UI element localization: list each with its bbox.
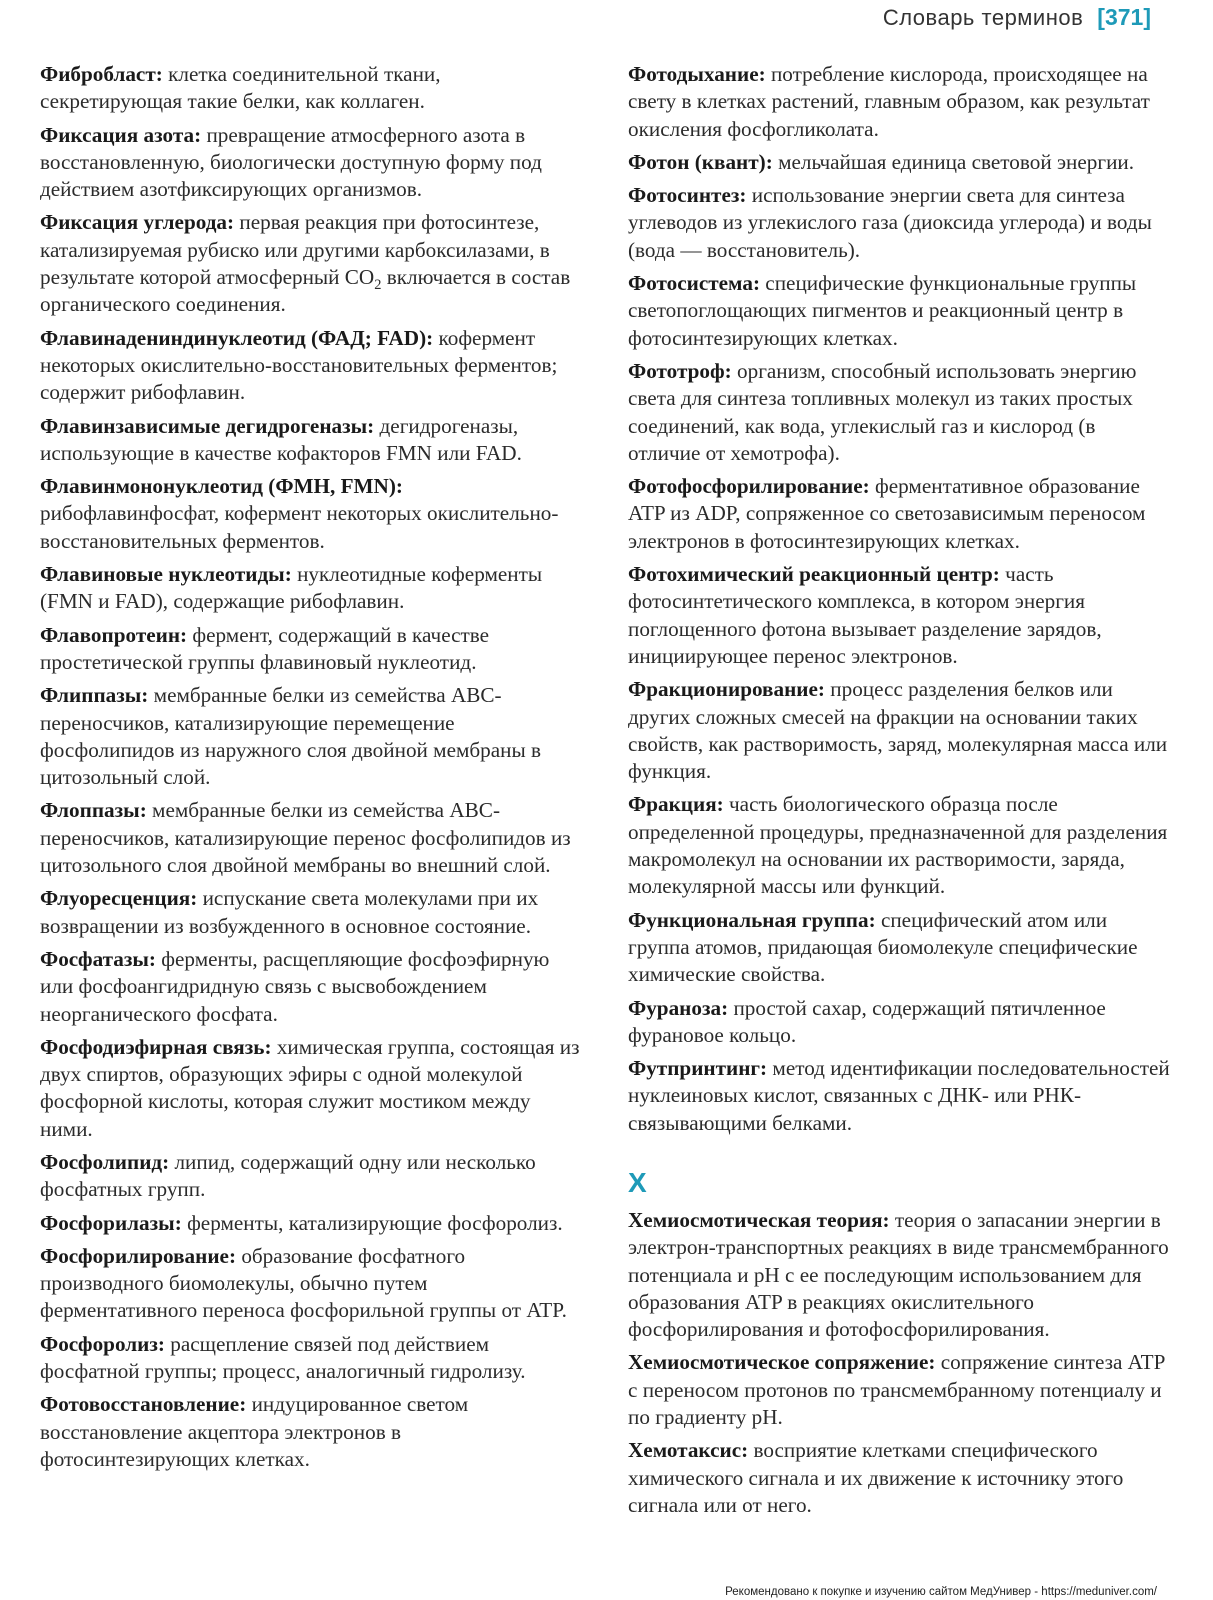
entry-term: Флиппазы: <box>40 683 149 708</box>
glossary-entry <box>628 791 1173 900</box>
glossary-entry <box>40 122 580 204</box>
entry-term: Фиксация углерода: <box>40 210 235 235</box>
section-letter-heading: Х <box>628 1166 647 1198</box>
entry-term: Футпринтинг: <box>628 1056 768 1081</box>
page-number: [371] <box>1097 4 1151 30</box>
entry-definition: первая реакция при фотосинтезе, катализируемая рубиско или другими карбоксилазами, в результате которой атмосферный CO <box>40 210 550 290</box>
right-column <box>628 61 1173 1525</box>
entry-definition: рибофлавинфосфат, кофермент некоторых окислительно-восстановительных ферментов. <box>40 501 559 553</box>
entry-definition: кофермент некоторых окислительно-восстановительных ферментов; содержит рибофлавин. <box>40 325 558 405</box>
glossary-entry <box>628 473 1173 555</box>
glossary-entry <box>40 1331 580 1386</box>
glossary-entry <box>40 473 580 555</box>
glossary-entry <box>628 907 1173 989</box>
entry-term: Фракция: <box>628 792 724 817</box>
entry-term: Фибробласт: <box>40 62 163 86</box>
entry-term: Фотон (квант): <box>628 149 773 174</box>
glossary-entry <box>628 149 1173 176</box>
entry-term: Фосфорилирование: <box>40 1243 237 1268</box>
glossary-entry <box>628 1207 1173 1343</box>
entry-definition: сопряжение синтеза ATP с переносом протонов по трансмембранному потенциалу и по градиенту pH. <box>628 1350 1165 1430</box>
entry-definition: химическая группа, состоящая из двух спиртов, образующих эфиры с одной молекулой фосфорной кислоты, которая служит мостиком между ними. <box>40 1034 580 1141</box>
glossary-entry <box>628 1437 1173 1519</box>
entry-definition: дегидрогеназы, использующие в качестве кофакторов FMN или FAD. <box>40 413 522 465</box>
entry-term: Фураноза: <box>628 995 729 1020</box>
entry-definition: метод идентификации последовательностей нуклеиновых кислот, связанных с ДНК- или РНК-связывающими белками. <box>628 1056 1170 1135</box>
entry-definition: липид, содержащий одну или несколько фосфатных групп. <box>40 1149 536 1202</box>
entry-definition: клетка соединительной ткани, секретирующая такие белки, как коллаген. <box>40 62 441 114</box>
entry-term: Фотофосфорилирование: <box>628 474 870 499</box>
glossary-entry <box>40 209 580 318</box>
footer-note: Рекомендовано к покупке и изучению сайтом МедУнивер - https://meduniver.com/ <box>725 1586 1157 1598</box>
glossary-entry <box>40 1034 580 1143</box>
glossary-entry <box>628 1055 1173 1137</box>
left-column <box>40 61 580 1479</box>
entry-term: Хемиосмотическая теория: <box>628 1207 890 1232</box>
glossary-entry <box>40 561 580 616</box>
entry-definition: превращение атмосферного азота в восстановленную, биологически доступную форму под действием азотфиксирующих организмов. <box>40 122 542 202</box>
entry-definition: процесс разделения белков или других сложных смесей на фракции на основании таких свойств, как растворимость, заряд, молекулярная масса или функция. <box>628 677 1168 784</box>
glossary-entry <box>628 61 1173 143</box>
glossary-entry <box>40 885 580 940</box>
entry-definition: ферменты, расщепляющие фосфоэфирную или фосфоангидридную связь с высвобождением неорганического фосфата. <box>40 946 550 1026</box>
entry-term: Флавинадениндинуклеотид (ФАД; FAD): <box>40 325 434 350</box>
glossary-entry <box>40 325 580 407</box>
entry-term: Флавинзависимые дегидрогеназы: <box>40 413 375 438</box>
subscript: 2 <box>374 277 382 294</box>
entry-definition: расщепление связей под действием фосфатной группы; процесс, аналогичный гидролизу. <box>40 1331 526 1384</box>
glossary-entry <box>40 1210 580 1237</box>
entry-definition: нуклеотидные коферменты (FMN и FAD), содержащие рибофлавин. <box>40 562 543 614</box>
entry-definition: ферменты, катализирующие фосфоролиз. <box>181 1210 563 1235</box>
entry-definition: испускание света молекулами при их возвращении из возбужденного в основное состояние. <box>40 886 539 938</box>
entry-definition: восприятие клетками специфического химического сигнала и их движение к источнику этого сигнала или от него. <box>628 1438 1124 1517</box>
entry-term: Фиксация азота: <box>40 122 202 147</box>
running-title: Словарь терминов <box>882 4 1084 30</box>
entry-definition: мельчайшая единица световой энергии. <box>772 149 1135 174</box>
entry-definition: использование энергии света для синтеза углеводов из углекислого газа (диоксида углерода) и воды (вода — восстановитель). <box>628 183 1152 262</box>
glossary-entry <box>40 413 580 468</box>
entry-definition: теория о запасании энергии в электрон-транспортных реакциях в виде трансмембранного потенциала и pH с ее последующим использованием для образования ATP в реакциях окислительного фосфорилирования и фотофосфорилирования. <box>628 1207 1169 1342</box>
entry-term: Фосфатазы: <box>40 946 156 971</box>
entry-definition: специфические функциональные группы светопоглощающих пигментов и реакционный центр в фотосинтезирующих клетках. <box>628 271 1137 350</box>
entry-term: Фотосинтез: <box>628 183 747 208</box>
page-header <box>883 4 1151 31</box>
glossary-entry <box>40 682 580 791</box>
glossary-entry <box>628 358 1173 467</box>
entry-term: Флавиновые нуклеотиды: <box>40 562 292 587</box>
glossary-entry <box>40 1391 580 1473</box>
entry-term: Хемотаксис: <box>628 1438 749 1463</box>
entry-definition: специфический атом или группа атомов, придающая биомолекуле специфические химические свойства. <box>628 907 1138 987</box>
glossary-entry <box>628 182 1173 264</box>
entry-definition-continued: включается в состав органического соединения. <box>40 265 571 317</box>
entry-definition: часть биологического образца после определенной процедуры, предназначенной для разделения макромолекул на основании их растворимости, заряда, молекулярной массы или функций. <box>628 792 1168 899</box>
glossary-entry <box>40 797 580 879</box>
entry-term: Фосфолипид: <box>40 1149 170 1174</box>
entry-definition: образование фосфатного производного биомолекулы, обычно путем ферментативного переноса фосфорильной группы от ATP. <box>40 1243 567 1323</box>
glossary-entry <box>40 1149 580 1204</box>
entry-definition: мембранные белки из семейства ABC-переносчиков, катализирующие перенос фосфолипидов из цитозольного слоя двойной мембраны во внешний слой. <box>40 798 571 878</box>
entry-term: Фосфорилазы: <box>40 1210 182 1235</box>
glossary-entry <box>628 270 1173 352</box>
entry-definition: организм, способный использовать энергию света для синтеза топливных молекул из таких простых соединений, как вода, углекислый газ и кислород (в отличие от хемотрофа). <box>628 358 1137 465</box>
entry-term: Фракционирование: <box>628 677 825 702</box>
glossary-entry <box>628 676 1173 785</box>
entry-term: Флавопротеин: <box>40 622 188 647</box>
entry-term: Фотосистема: <box>628 271 760 296</box>
entry-term: Флоппазы: <box>40 798 147 823</box>
entry-definition: потребление кислорода, происходящее на свету в клетках растений, главным образом, как результат окисления фосфогликолата. <box>628 62 1150 141</box>
entry-term: Функциональная группа: <box>628 907 876 932</box>
entry-definition: индуцированное светом восстановление акцептора электронов в фотосинтезирующих клетках. <box>40 1392 469 1471</box>
entry-term: Фотодыхание: <box>628 62 766 86</box>
glossary-entry <box>40 622 580 677</box>
entry-term: Флавинмононуклеотид (ФМН, FMN): <box>40 474 403 499</box>
glossary-entry <box>628 1349 1173 1431</box>
entry-term: Хемиосмотическое сопряжение: <box>628 1350 936 1375</box>
glossary-entry <box>628 561 1173 670</box>
entry-term: Фототроф: <box>628 358 732 383</box>
entry-definition: фермент, содержащий в качестве простетической группы флавиновый нуклеотид. <box>40 622 490 674</box>
entry-definition: ферментативное образование ATP из ADP, сопряженное со светозависимым переносом электронов в фотосинтезирующих клетках. <box>628 474 1146 553</box>
glossary-entry <box>628 995 1173 1050</box>
glossary-entry <box>40 61 580 116</box>
entry-definition: часть фотосинтетического комплекса, в котором энергия поглощенного фотона вызывает разделение зарядов, инициирующее перенос электронов. <box>628 562 1102 668</box>
entry-definition: простой сахар, содержащий пятичленное фурановое кольцо. <box>628 995 1106 1047</box>
glossary-entry <box>40 1243 580 1325</box>
entry-term: Фосфодиэфирная связь: <box>40 1034 272 1059</box>
entry-definition: мембранные белки из семейства ABC-переносчиков, катализирующие перемещение фосфолипидов из наружного слоя двойной мембраны в цитозольный слой. <box>40 683 542 790</box>
entry-term: Фосфоролиз: <box>40 1331 165 1356</box>
glossary-entry <box>40 946 580 1028</box>
entry-term: Флуоресценция: <box>40 886 198 911</box>
entry-term: Фотовосстановление: <box>40 1392 247 1417</box>
entry-term: Фотохимический реакционный центр: <box>628 562 1000 587</box>
